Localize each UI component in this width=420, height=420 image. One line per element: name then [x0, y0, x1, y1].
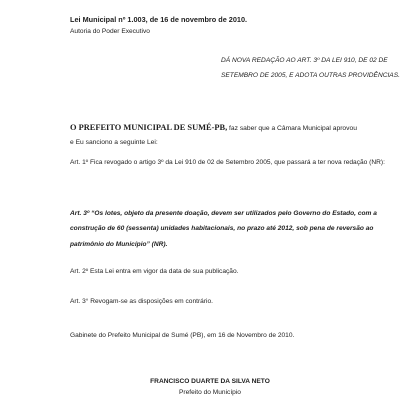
article-3: Art. 3° Revogam-se as disposições em contrário.: [70, 298, 213, 305]
article-3-new-text: Art. 3º “Os lotes, objeto da presente doação, devem ser utilizados pelo Governo do Estado, com a construção de 60 (sessenta) unidades habitacionais, no prazo até 2012, sob pena de reversão ao patrimônio do Município” (NR).: [70, 210, 377, 248]
preamble-mayor: O PREFEITO MUNICIPAL DE SUMÉ-PB,: [70, 123, 228, 132]
preamble-text: faz saber que a Câmara Municipal aprovou e Eu sanciono a seguinte Lei:: [70, 125, 357, 146]
signer-name: FRANCISCO DUARTE DA SILVA NETO: [150, 378, 270, 385]
law-authority: Autoria do Poder Executivo: [70, 28, 150, 35]
article-2: Art. 2º Esta Lei entra em vigor da data de sua publicação.: [70, 268, 239, 275]
preamble: [70, 121, 360, 149]
law-ementa: DÁ NOVA REDAÇÃO AO ART. 3º DA LEI 910, DE 02 DE SETEMBRO DE 2005, E ADOTA OUTRAS PROVIDÊNCIAS.: [221, 57, 400, 80]
signer-role: Prefeito do Município: [179, 389, 241, 396]
law-title: Lei Municipal nº 1.003, de 16 de novembro de 2010.: [70, 15, 248, 24]
article-1: Art. 1º Fica revogado o artigo 3º da Lei 910 de 02 de Setembro 2005, que passará a ter nova redação (NR):: [70, 159, 385, 166]
gabinete-line: Gabinete do Prefeito Municipal de Sumé (PB), em 16 de Novembro de 2010.: [70, 332, 295, 339]
